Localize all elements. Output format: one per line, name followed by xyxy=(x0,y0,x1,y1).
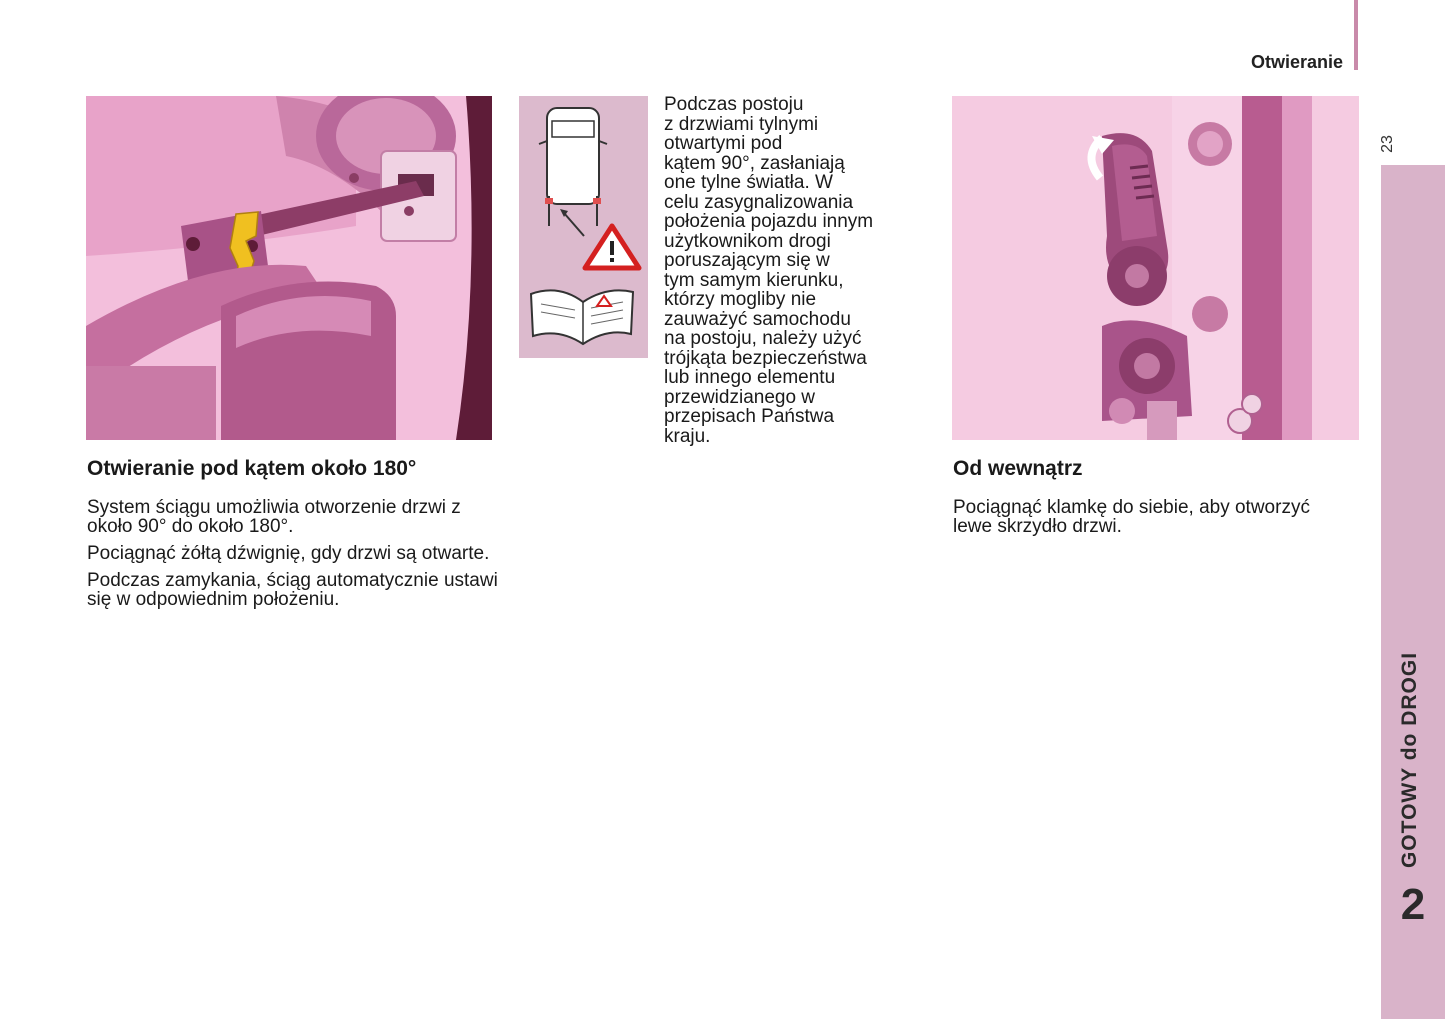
warning-line: lub innego elementu xyxy=(664,367,836,388)
warning-line: otwartymi pod xyxy=(664,133,783,154)
warning-line: tym samym kierunku, xyxy=(664,269,844,291)
paragraph: Pociągnąć klamkę do siebie, aby otworzyć lewe skrzydło drzwi. xyxy=(953,497,1310,537)
left-section-heading: Otwieranie pod kątem około 180° xyxy=(87,457,417,480)
warning-line: na postoju, należy użyć xyxy=(664,328,862,349)
paragraph: Podczas zamykania, ściąg automatycznie ustawi się w odpowiednim położeniu. xyxy=(87,570,498,610)
paragraph: Pociągnąć żółtą dźwignię, gdy drzwi są otwarte. xyxy=(87,543,490,564)
section-title: Otwieranie xyxy=(1250,52,1343,72)
warning-line: przewidzianego w xyxy=(664,386,816,408)
door-strap-illustration xyxy=(86,96,492,440)
warning-line: którzy mogliby nie xyxy=(664,289,817,310)
header-divider xyxy=(1354,0,1358,70)
warning-line: one tylne światła. W xyxy=(664,172,833,193)
right-section-body xyxy=(953,498,1333,544)
warning-text xyxy=(664,95,934,446)
door-handle-illustration xyxy=(952,96,1359,440)
warning-line: celu zasygnalizowania xyxy=(664,191,854,213)
paragraph: System ściągu umożliwia otworzenie drzwi z około 90° do około 180°. xyxy=(87,497,461,537)
warning-line: z drzwiami tylnymi xyxy=(664,113,819,135)
warning-line: Podczas postoju xyxy=(664,94,804,115)
warning-line: trójkąta bezpieczeństwa xyxy=(664,347,867,369)
warning-icon-panel xyxy=(519,96,648,358)
chapter-tab-label: GOTOWY do DROGI xyxy=(1398,651,1421,869)
left-section-body xyxy=(87,498,507,617)
chapter-tab xyxy=(1381,165,1445,1019)
warning-line: kątem 90°, zasłaniają xyxy=(664,152,845,174)
warning-line: użytkownikom drogi xyxy=(664,230,831,252)
warning-line: przepisach Państwa xyxy=(664,406,835,427)
warning-line: kraju. xyxy=(664,425,711,447)
warning-line: zauważyć samochodu xyxy=(664,308,851,330)
warning-line: poruszającym się w xyxy=(664,250,830,271)
warning-line: położenia pojazdu innym xyxy=(664,211,874,232)
chapter-number: 2 xyxy=(1400,880,1426,929)
page-number: 23 xyxy=(1379,135,1396,153)
right-section-heading: Od wewnątrz xyxy=(953,457,1083,480)
